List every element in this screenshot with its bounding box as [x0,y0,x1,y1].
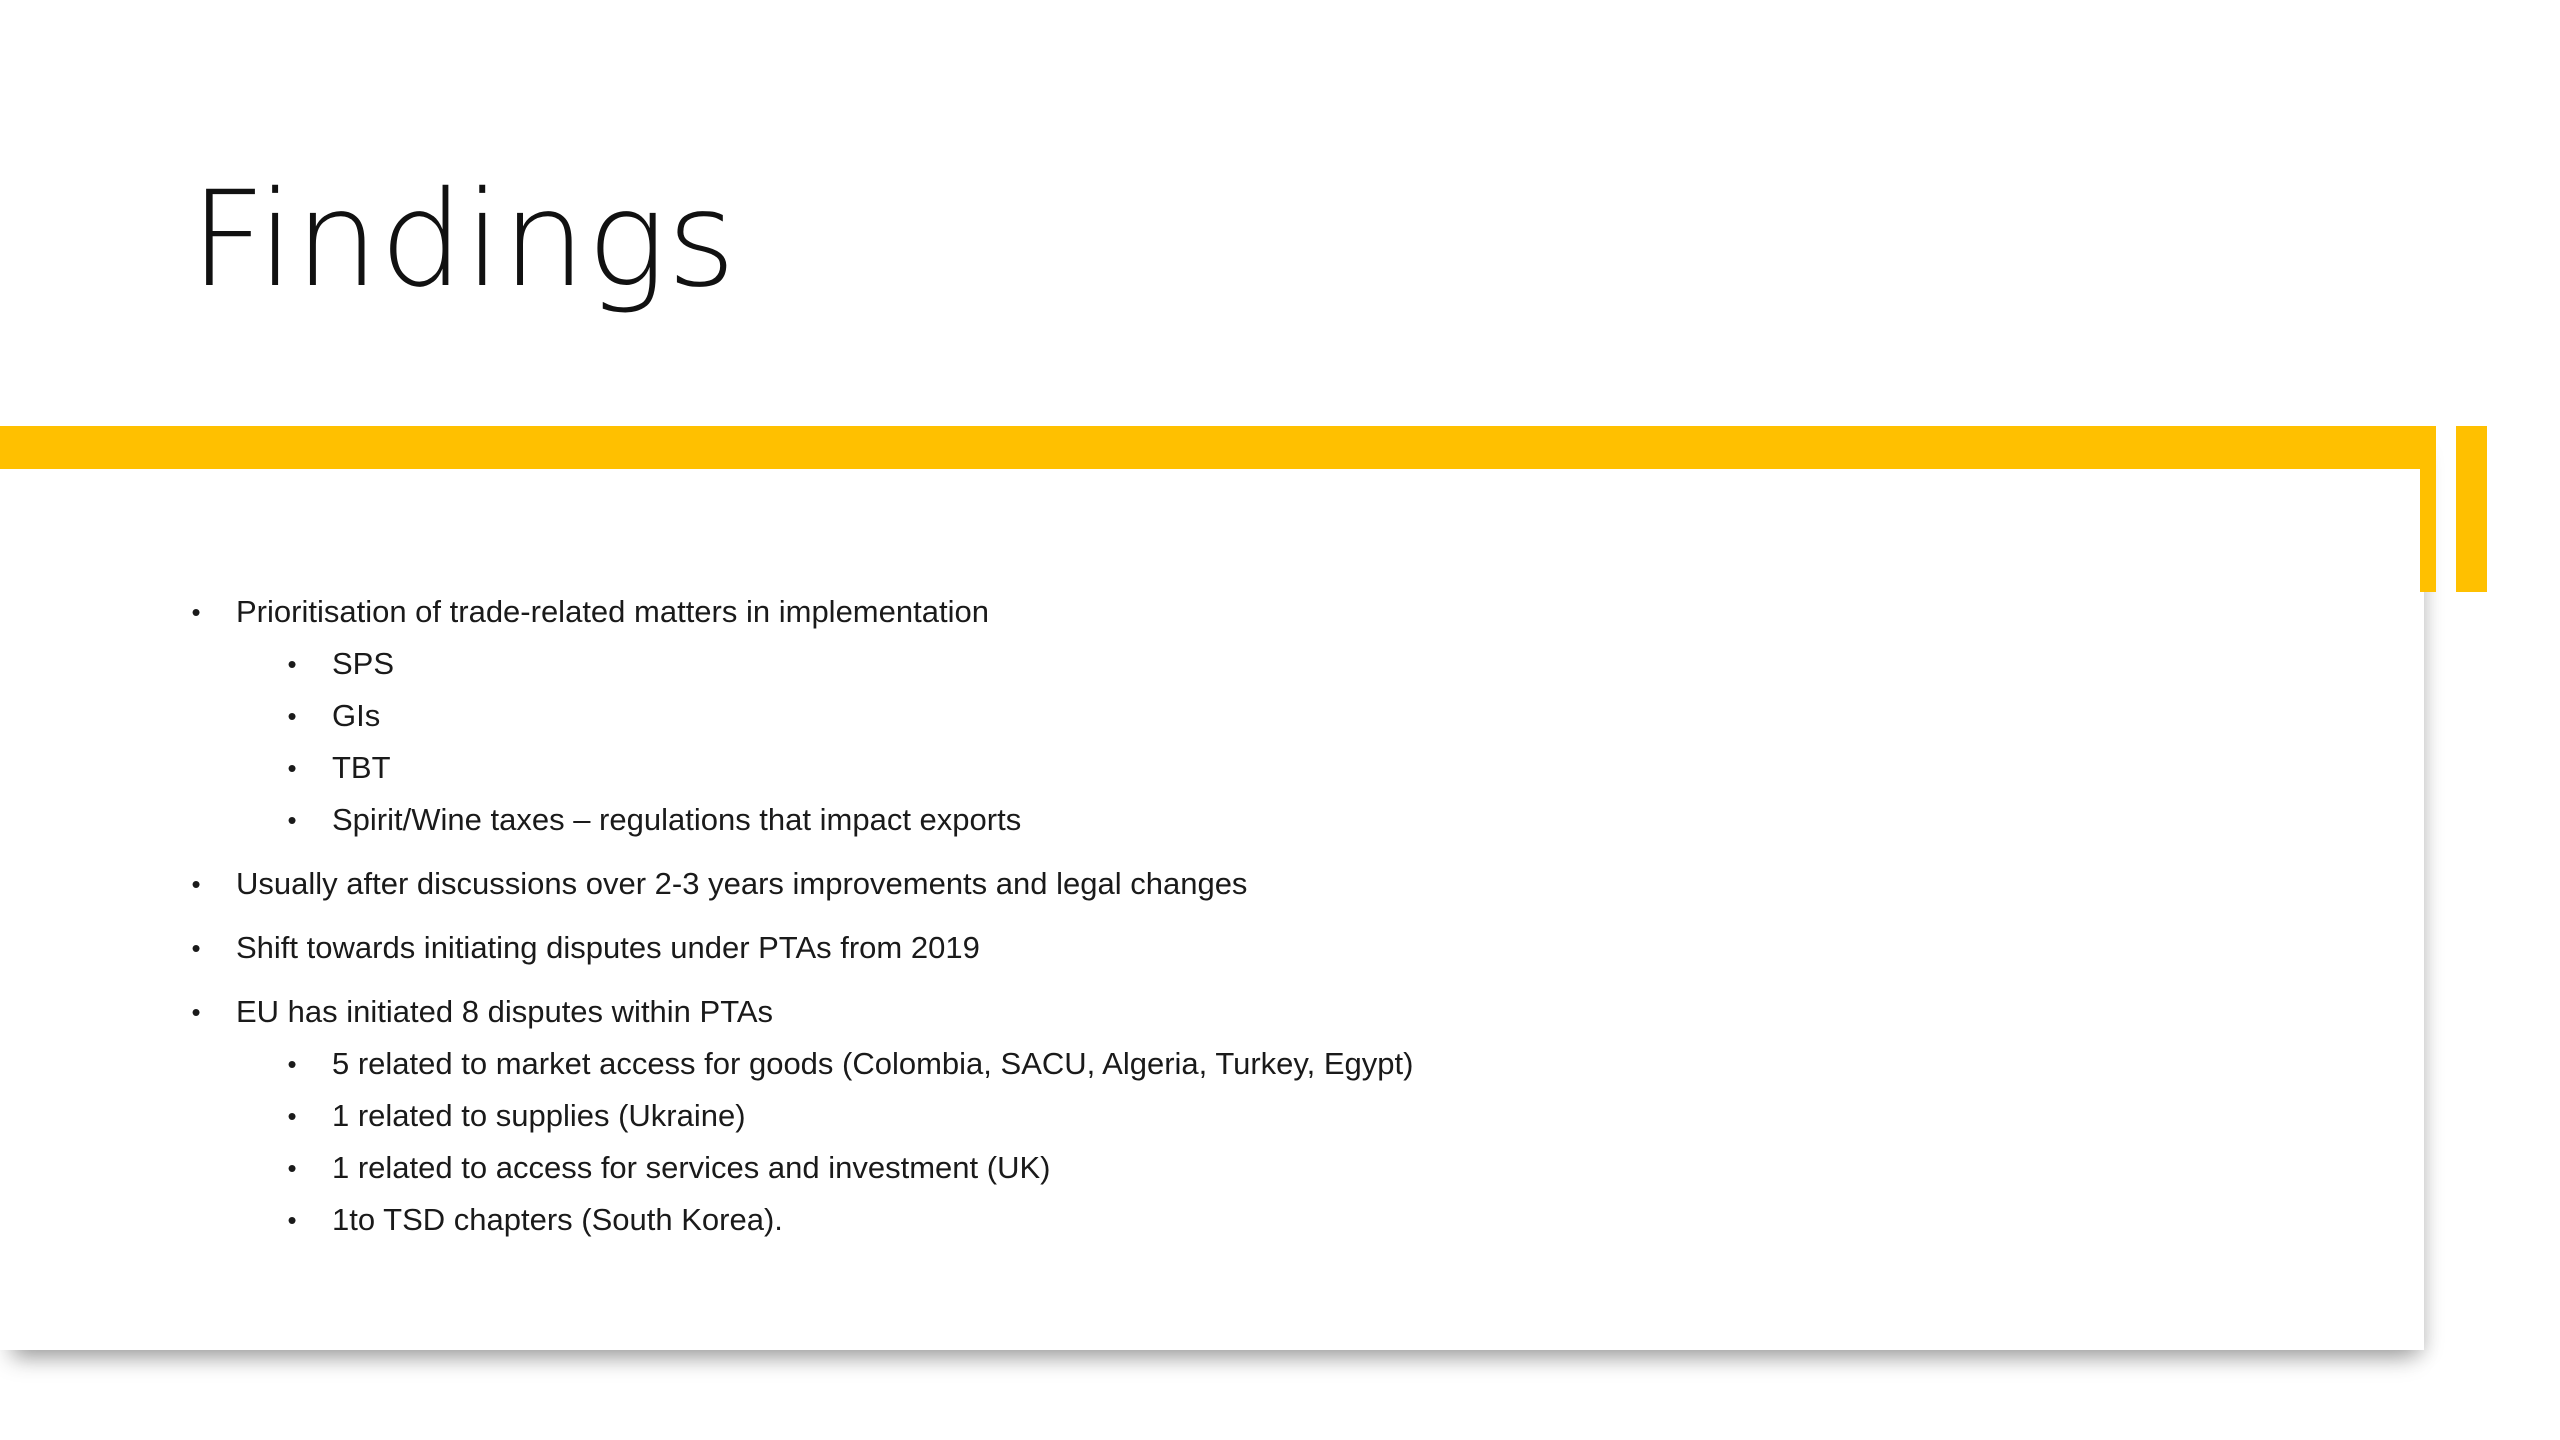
bullet-dot-icon: • [287,701,297,731]
bullet-dot-icon: • [191,997,201,1027]
sub-bullet-text: 1to TSD chapters (South Korea). [332,1202,783,1237]
sub-bullet-text: SPS [332,646,395,681]
findings-bullet-list [186,586,1413,1246]
bullet-dot-icon: • [287,1153,297,1183]
sub-bullet-item [282,638,1413,690]
accent-bar-vertical-inner [2420,426,2436,592]
sub-bullet-item [282,1142,1413,1194]
bullet-text: Usually after discussions over 2-3 years improvements and legal changes [236,866,1248,901]
bullet-dot-icon: • [287,1205,297,1235]
sub-bullet-item [282,1194,1413,1246]
sub-bullet-item [282,690,1413,742]
sub-bullet-item [282,1038,1413,1090]
bullet-text: Shift towards initiating disputes under PTAs from 2019 [236,930,980,965]
accent-bar-horizontal [0,426,2436,469]
bullet-dot-icon: • [287,649,297,679]
bullet-text: EU has initiated 8 disputes within PTAs [236,994,774,1029]
bullet-dot-icon: • [191,869,201,899]
bullet-dot-icon: • [287,805,297,835]
bullet-text: Prioritisation of trade-related matters in implementation [236,594,989,629]
bullet-dot-icon: • [191,933,201,963]
bullet-dot-icon: • [191,597,201,627]
sub-bullet-text: Spirit/Wine taxes – regulations that impact exports [332,802,1022,837]
sub-bullet-text: 1 related to access for services and investment (UK) [332,1150,1051,1185]
sub-bullet-list [186,638,1413,846]
accent-bar-vertical-outer [2456,426,2487,592]
bullet-dot-icon: • [287,1101,297,1131]
bullet-item [186,858,1413,910]
sub-bullet-item [282,794,1413,846]
bullet-dot-icon: • [287,1049,297,1079]
sub-bullet-text: TBT [332,750,391,785]
sub-bullet-text: 5 related to market access for goods (Colombia, SACU, Algeria, Turkey, Egypt) [332,1046,1414,1081]
sub-bullet-list [186,1038,1413,1246]
sub-bullet-text: GIs [332,698,381,733]
bullet-dot-icon: • [287,753,297,783]
slide-title: Findings [190,163,737,317]
bullet-item [186,922,1413,974]
sub-bullet-item [282,1090,1413,1142]
bullet-item [186,986,1413,1038]
sub-bullet-text: 1 related to supplies (Ukraine) [332,1098,746,1133]
sub-bullet-item [282,742,1413,794]
bullet-item [186,586,1413,638]
